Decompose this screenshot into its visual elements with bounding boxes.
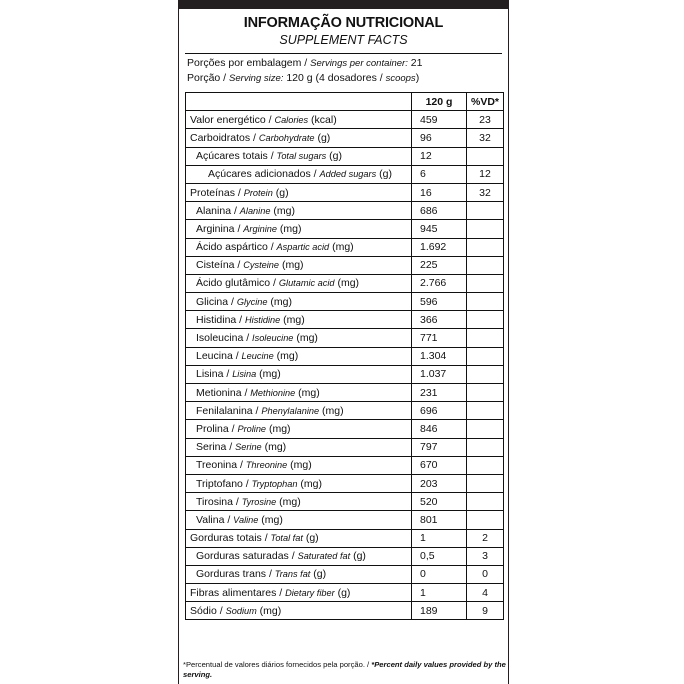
table-row xyxy=(186,293,504,311)
nutrient-amount: 596 xyxy=(412,293,467,311)
table-row xyxy=(186,329,504,347)
nutrient-name: Metionina / Methionine (mg) xyxy=(186,384,412,402)
table-row xyxy=(186,529,504,547)
serving-size: Porção / Serving size: 120 g (4 dosadores / scoops) xyxy=(187,72,420,84)
dv-column-header: %VD* xyxy=(466,93,503,111)
nutrient-amount: 670 xyxy=(412,456,467,474)
table-row xyxy=(186,183,504,201)
nutrient-dv: 32 xyxy=(466,183,503,201)
nutrient-name: Histidina / Histidine (mg) xyxy=(186,311,412,329)
nutrient-dv xyxy=(466,274,503,292)
nutrient-dv: 12 xyxy=(466,165,503,183)
nutrient-amount: 6 xyxy=(412,165,467,183)
nutrient-amount: 96 xyxy=(412,129,467,147)
nutrient-name: Fibras alimentares / Dietary fiber (g) xyxy=(186,584,412,602)
nutrient-amount: 459 xyxy=(412,111,467,129)
table-row xyxy=(186,565,504,583)
nutrient-dv xyxy=(466,238,503,256)
table-row xyxy=(186,347,504,365)
nutrient-amount: 1 xyxy=(412,584,467,602)
table-row xyxy=(186,493,504,511)
servings-info xyxy=(187,56,422,86)
table-row xyxy=(186,384,504,402)
table-row xyxy=(186,456,504,474)
nutrient-dv xyxy=(466,365,503,383)
nutrient-dv xyxy=(466,220,503,238)
nutrient-amount: 1.037 xyxy=(412,365,467,383)
nutrient-amount: 696 xyxy=(412,402,467,420)
nutrient-name: Lisina / Lisina (mg) xyxy=(186,365,412,383)
label-title: INFORMAÇÃO NUTRICIONAL xyxy=(243,15,444,31)
nutrient-dv xyxy=(466,420,503,438)
nutrient-name: Tirosina / Tyrosine (mg) xyxy=(186,493,412,511)
table-row xyxy=(186,420,504,438)
nutrition-label xyxy=(178,9,509,684)
nutrition-table xyxy=(185,92,504,620)
table-row xyxy=(186,311,504,329)
nutrient-name: Gorduras saturadas / Saturated fat (g) xyxy=(186,547,412,565)
nutrient-dv: 23 xyxy=(466,111,503,129)
nutrient-amount: 0 xyxy=(412,565,467,583)
nutrient-dv xyxy=(466,329,503,347)
table-row xyxy=(186,602,504,620)
servings-per-container: Porções por embalagem / Servings per container: 21 xyxy=(187,57,423,69)
nutrient-dv xyxy=(466,402,503,420)
nutrient-dv: 2 xyxy=(466,529,503,547)
nutrient-amount: 686 xyxy=(412,202,467,220)
table-row xyxy=(186,111,504,129)
nutrient-dv xyxy=(466,147,503,165)
nutrient-dv xyxy=(466,311,503,329)
nutrient-name: Ácido aspártico / Aspartic acid (mg) xyxy=(186,238,412,256)
nutrient-amount: 945 xyxy=(412,220,467,238)
nutrient-amount: 846 xyxy=(412,420,467,438)
nutrient-name: Proteínas / Protein (g) xyxy=(186,183,412,201)
divider xyxy=(185,53,502,54)
nutrient-name: Fenilalanina / Phenylalanine (mg) xyxy=(186,402,412,420)
table-row xyxy=(186,584,504,602)
nutrient-amount: 797 xyxy=(412,438,467,456)
nutrient-amount: 12 xyxy=(412,147,467,165)
table-row xyxy=(186,256,504,274)
nutrient-name: Glicina / Glycine (mg) xyxy=(186,293,412,311)
table-row xyxy=(186,165,504,183)
nutrient-amount: 801 xyxy=(412,511,467,529)
nutrient-name: Sódio / Sodium (mg) xyxy=(186,602,412,620)
table-row xyxy=(186,274,504,292)
nutrient-amount: 1.304 xyxy=(412,347,467,365)
nutrient-name: Cisteína / Cysteine (mg) xyxy=(186,256,412,274)
nutrient-name: Prolina / Proline (mg) xyxy=(186,420,412,438)
nutrient-amount: 16 xyxy=(412,183,467,201)
nutrient-dv xyxy=(466,493,503,511)
nutrient-amount: 1.692 xyxy=(412,238,467,256)
table-row xyxy=(186,238,504,256)
table-row xyxy=(186,365,504,383)
table-row xyxy=(186,220,504,238)
nutrient-amount: 771 xyxy=(412,329,467,347)
nutrient-name: Arginina / Arginine (mg) xyxy=(186,220,412,238)
top-dark-bar xyxy=(178,0,509,9)
nutrient-dv xyxy=(466,293,503,311)
table-row xyxy=(186,474,504,492)
nutrient-amount: 203 xyxy=(412,474,467,492)
nutrient-amount: 1 xyxy=(412,529,467,547)
nutrient-name: Açúcares adicionados / Added sugars (g) xyxy=(186,165,412,183)
nutrient-dv: 0 xyxy=(466,565,503,583)
table-row xyxy=(186,438,504,456)
nutrient-amount: 520 xyxy=(412,493,467,511)
nutrient-name: Treonina / Threonine (mg) xyxy=(186,456,412,474)
nutrient-dv: 4 xyxy=(466,584,503,602)
nutrient-dv: 9 xyxy=(466,602,503,620)
table-row xyxy=(186,129,504,147)
nutrient-name: Valina / Valine (mg) xyxy=(186,511,412,529)
nutrient-dv xyxy=(466,456,503,474)
nutrient-amount: 2.766 xyxy=(412,274,467,292)
nutrient-name: Serina / Serine (mg) xyxy=(186,438,412,456)
footnote: *Percentual de valores diários fornecidos pela porção. / *Percent daily values provided by the serving. xyxy=(183,660,506,679)
nutrient-dv xyxy=(466,511,503,529)
nutrient-dv xyxy=(466,474,503,492)
nutrient-column-header xyxy=(186,93,412,111)
nutrient-amount: 225 xyxy=(412,256,467,274)
nutrient-name: Triptofano / Tryptophan (mg) xyxy=(186,474,412,492)
nutrient-dv xyxy=(466,347,503,365)
nutrient-name: Alanina / Alanine (mg) xyxy=(186,202,412,220)
table-row xyxy=(186,202,504,220)
nutrient-dv: 3 xyxy=(466,547,503,565)
nutrient-name: Gorduras trans / Trans fat (g) xyxy=(186,565,412,583)
nutrient-name: Ácido glutâmico / Glutamic acid (mg) xyxy=(186,274,412,292)
nutrient-amount: 231 xyxy=(412,384,467,402)
nutrient-name: Leucina / Leucine (mg) xyxy=(186,347,412,365)
nutrient-amount: 0,5 xyxy=(412,547,467,565)
table-row xyxy=(186,547,504,565)
table-header-row xyxy=(186,93,504,111)
nutrient-dv xyxy=(466,202,503,220)
nutrient-dv xyxy=(466,438,503,456)
nutrient-name: Valor energético / Calories (kcal) xyxy=(186,111,412,129)
nutrient-dv xyxy=(466,384,503,402)
nutrient-dv: 32 xyxy=(466,129,503,147)
nutrient-name: Açúcares totais / Total sugars (g) xyxy=(186,147,412,165)
table-row xyxy=(186,147,504,165)
nutrient-name: Isoleucina / Isoleucine (mg) xyxy=(186,329,412,347)
table-row xyxy=(186,402,504,420)
nutrient-name: Gorduras totais / Total fat (g) xyxy=(186,529,412,547)
nutrient-amount: 189 xyxy=(412,602,467,620)
nutrient-amount: 366 xyxy=(412,311,467,329)
table-row xyxy=(186,511,504,529)
amount-column-header: 120 g xyxy=(412,93,467,111)
nutrient-dv xyxy=(466,256,503,274)
nutrient-name: Carboidratos / Carbohydrate (g) xyxy=(186,129,412,147)
label-subtitle: SUPPLEMENT FACTS xyxy=(279,33,408,47)
